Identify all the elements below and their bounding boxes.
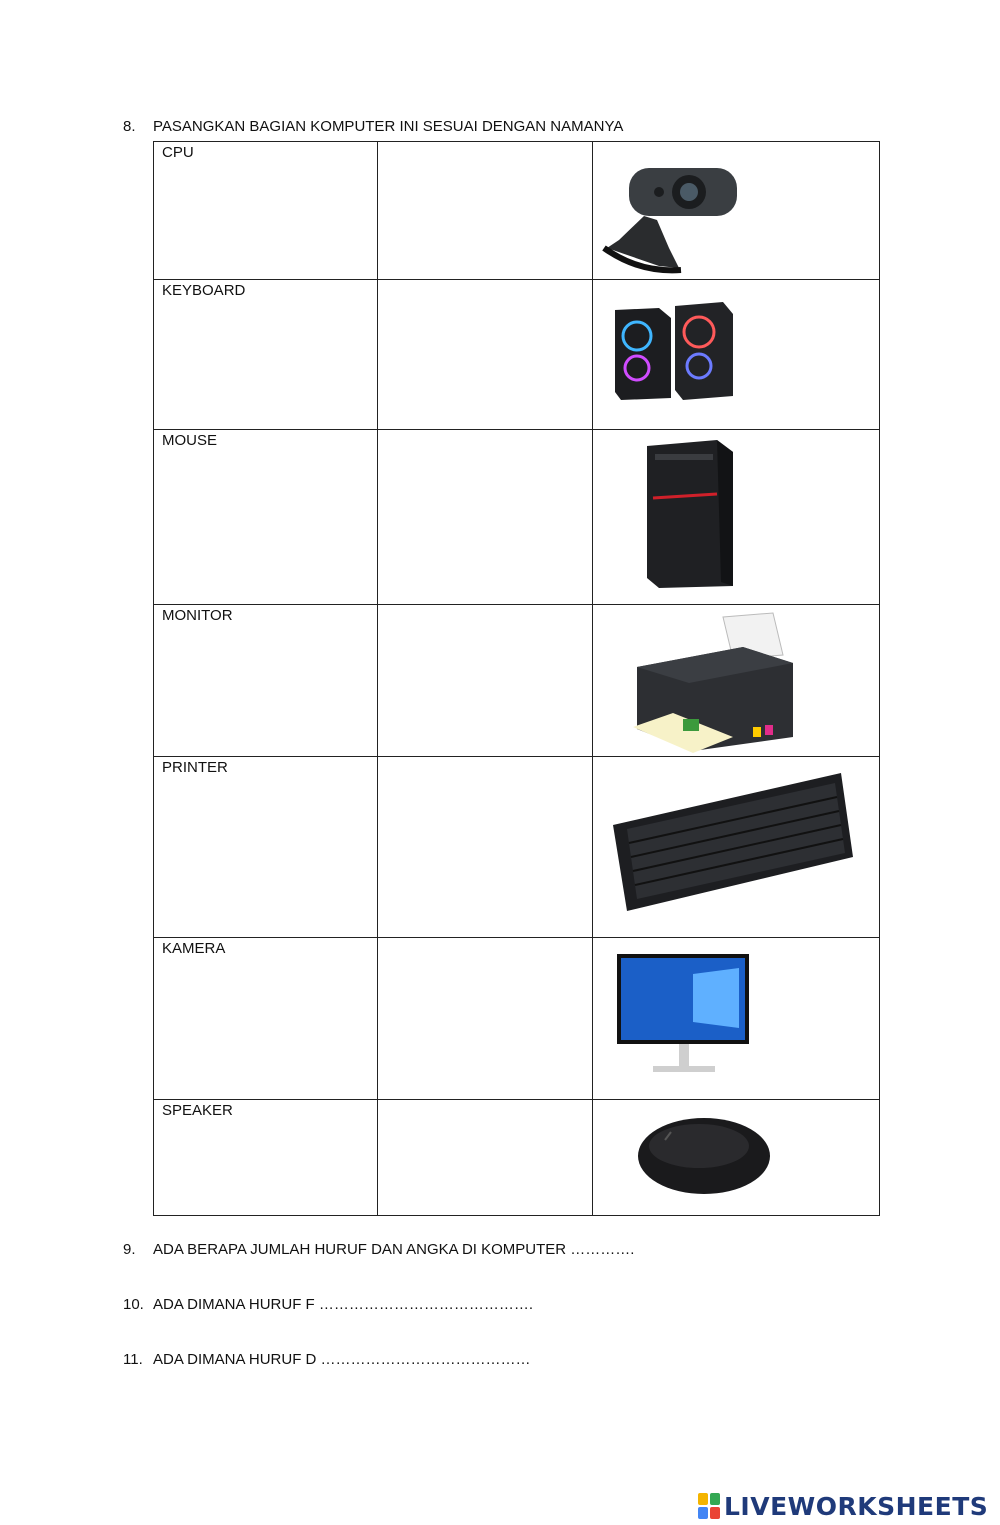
logo-text: LIVEWORKSHEETS [724, 1491, 989, 1521]
answer-cell[interactable] [378, 1100, 593, 1216]
mouse-image [629, 1102, 779, 1202]
table-row [154, 938, 880, 1100]
table-row [154, 430, 880, 605]
answer-cell[interactable] [378, 605, 593, 757]
part-name: KEYBOARD [162, 282, 246, 299]
question-9 [123, 1241, 634, 1258]
monitor-image [613, 948, 763, 1088]
question-number: 10. [123, 1296, 144, 1313]
question-number: 8. [123, 118, 136, 135]
part-name: KAMERA [162, 940, 226, 957]
webcam-image [599, 148, 739, 276]
table-row [154, 1100, 880, 1216]
answer-cell[interactable] [378, 280, 593, 430]
cpu-tower-image [637, 436, 747, 591]
part-name: MOUSE [162, 432, 218, 449]
question-text: ADA BERAPA JUMLAH HURUF DAN ANGKA DI KOMPUTER …………. [153, 1241, 635, 1258]
table-row [154, 142, 880, 280]
table-row [154, 605, 880, 757]
question-number: 11. [123, 1351, 143, 1368]
speakers-image [599, 300, 749, 410]
part-name: CPU [162, 144, 194, 161]
answer-cell[interactable] [378, 938, 593, 1100]
part-name: MONITOR [162, 607, 233, 624]
answer-cell[interactable] [378, 430, 593, 605]
liveworksheets-logo[interactable] [698, 1490, 988, 1522]
answer-cell[interactable] [378, 757, 593, 938]
question-text: PASANGKAN BAGIAN KOMPUTER INI SESUAI DENGAN NAMANYA [153, 118, 624, 135]
part-name: SPEAKER [162, 1102, 233, 1119]
table-row [154, 757, 880, 938]
question-8 [123, 118, 623, 135]
answer-cell[interactable] [378, 142, 593, 280]
table-row [154, 280, 880, 430]
part-name: PRINTER [162, 759, 228, 776]
question-10 [123, 1296, 533, 1313]
question-number: 9. [123, 1241, 136, 1258]
printer-image [623, 609, 823, 757]
question-text: ADA DIMANA HURUF F ……………………………………. [153, 1296, 534, 1313]
logo-badge-icon [698, 1493, 720, 1519]
keyboard-image [609, 769, 859, 919]
question-text: ADA DIMANA HURUF D …………………………………… [153, 1351, 531, 1368]
question-11 [123, 1351, 531, 1368]
matching-table [153, 141, 880, 1216]
